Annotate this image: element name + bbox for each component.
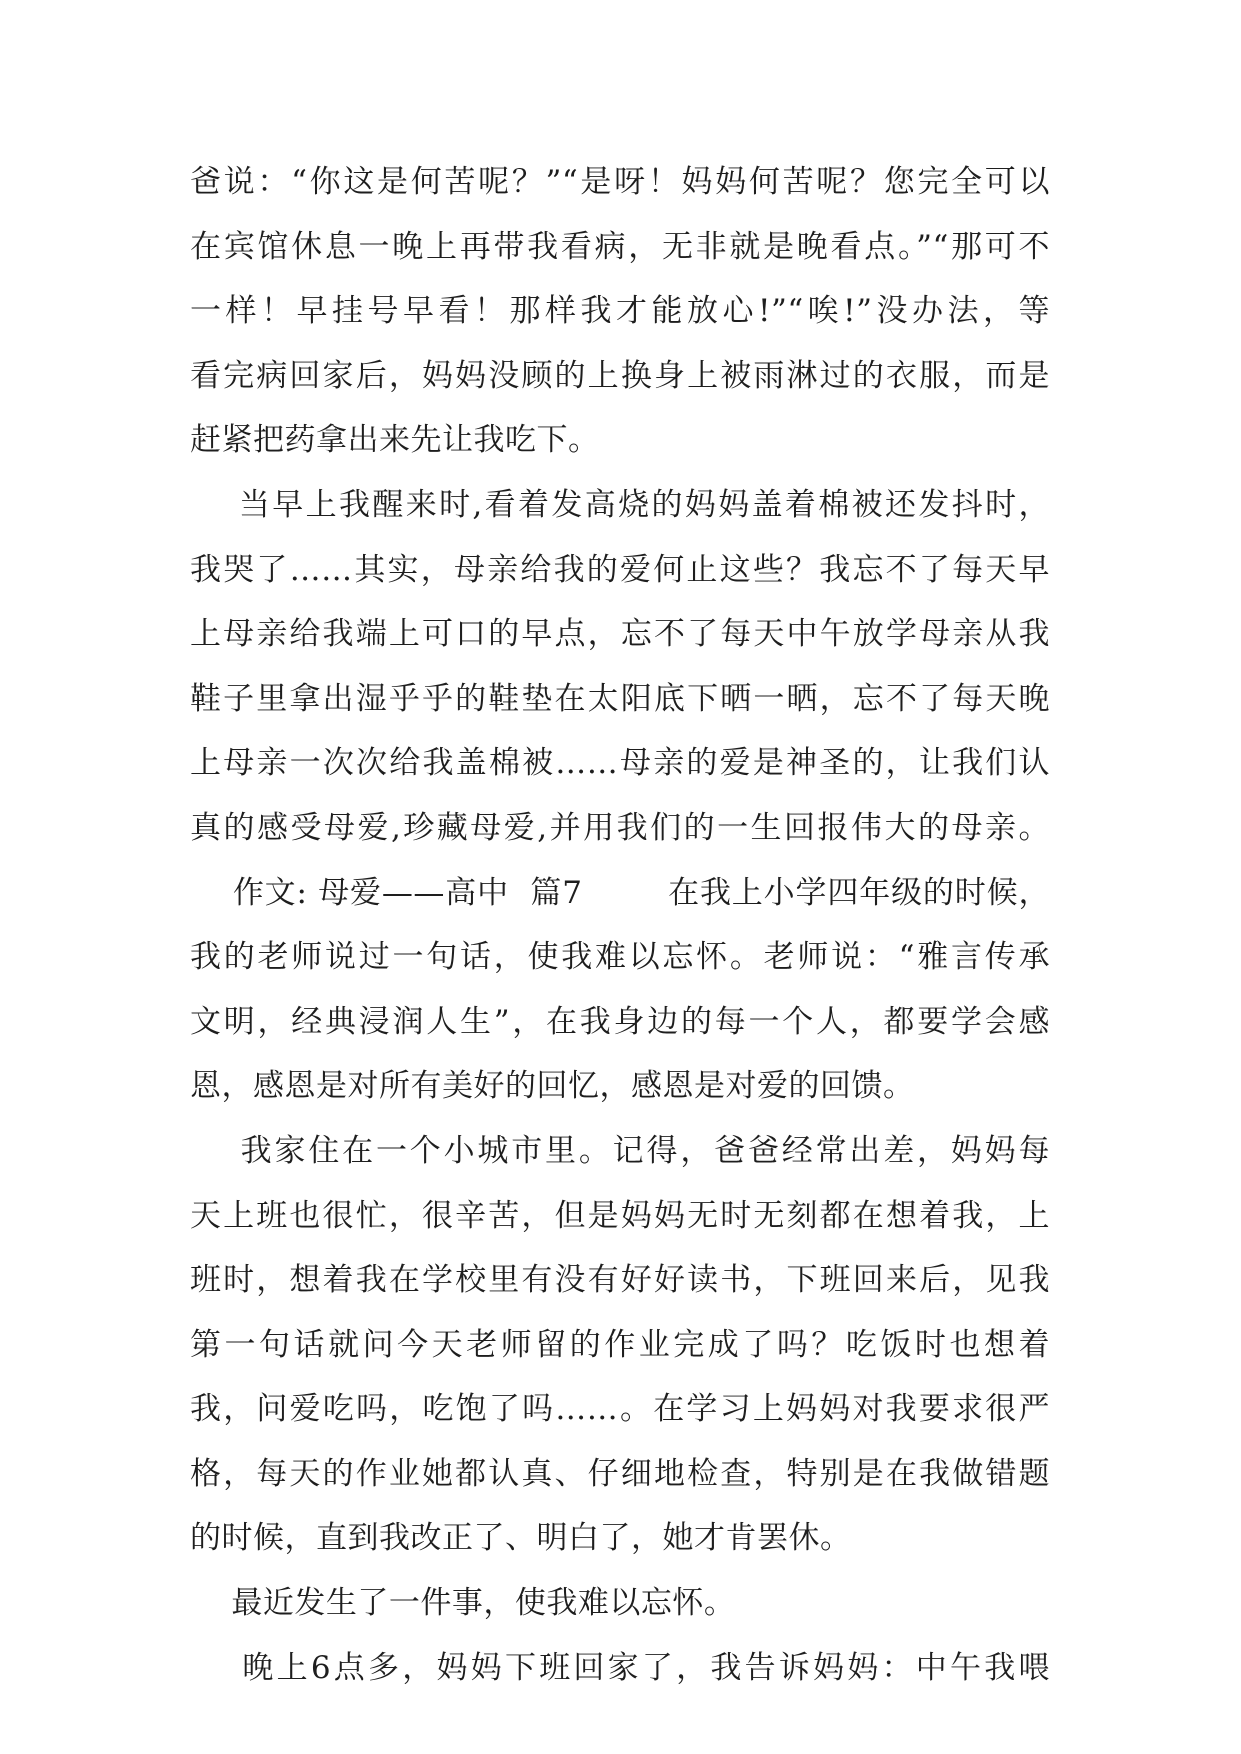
text-line: 作文: 母爱——高中 篇7 在我上小学四年级的时候， [190, 874, 1050, 911]
text-line: 恩，感恩是对所有美好的回忆，感恩是对爱的回馈。 [190, 1068, 915, 1105]
text-line: 爸说：“你这是何苦呢？”“是呀！妈妈何苦呢？您完全可以 [190, 164, 1050, 200]
text-line: 上母亲一次次给我盖棉被……母亲的爱是神圣的，让我们认 [190, 745, 1050, 782]
text-line: 当早上我醒来时,看着发高烧的妈妈盖着棉被还发抖时， [190, 486, 1050, 523]
text-line: 看完病回家后，妈妈没顾的上换身上被雨淋过的衣服，而是 [190, 357, 1050, 394]
text-line: 我家住在一个小城市里。记得，爸爸经常出差，妈妈每 [190, 1132, 1050, 1169]
body-text [190, 150, 1050, 1700]
text-line: 第一句话就问今天老师留的作业完成了吗？吃饭时也想着 [190, 1326, 1050, 1363]
text-line: 上母亲给我端上可口的早点，忘不了每天中午放学母亲从我 [190, 616, 1050, 653]
text-line: 晚上6点多，妈妈下班回家了，我告诉妈妈：中午我喂 [190, 1649, 1050, 1686]
text-line: 的时候，直到我改正了、明白了，她才肯罢休。 [190, 1520, 852, 1557]
text-line: 真的感受母爱,珍藏母爱,并用我们的一生回报伟大的母亲。 [190, 809, 1050, 846]
text-line: 我的老师说过一句话，使我难以忘怀。老师说：“雅言传承 [190, 939, 1050, 976]
text-line: 文明，经典浸润人生”，在我身边的每一个人，都要学会感 [190, 1003, 1050, 1040]
text-line: 赶紧把药拿出来先让我吃下。 [190, 422, 600, 459]
text-line: 最近发生了一件事，使我难以忘怀。 [190, 1585, 736, 1622]
text-line: 鞋子里拿出湿乎乎的鞋垫在太阳底下晒一晒，忘不了每天晚 [190, 680, 1050, 717]
text-line: 班时，想着我在学校里有没有好好读书，下班回来后，见我 [190, 1262, 1050, 1299]
text-line: 天上班也很忙，很辛苦，但是妈妈无时无刻都在想着我，上 [190, 1197, 1050, 1234]
text-line: 在宾馆休息一晚上再带我看病，无非就是晚看点。”“那可不 [190, 228, 1050, 265]
text-line: 我，问爱吃吗，吃饱了吗……。在学习上妈妈对我要求很严 [190, 1391, 1050, 1428]
text-line: 一样！早挂号早看！那样我才能放心!”“唉!”没办法，等 [190, 293, 1050, 330]
text-line: 格，每天的作业她都认真、仔细地检查，特别是在我做错题 [190, 1455, 1050, 1492]
text-line: 我哭了……其实，母亲给我的爱何止这些？我忘不了每天早 [190, 551, 1050, 588]
